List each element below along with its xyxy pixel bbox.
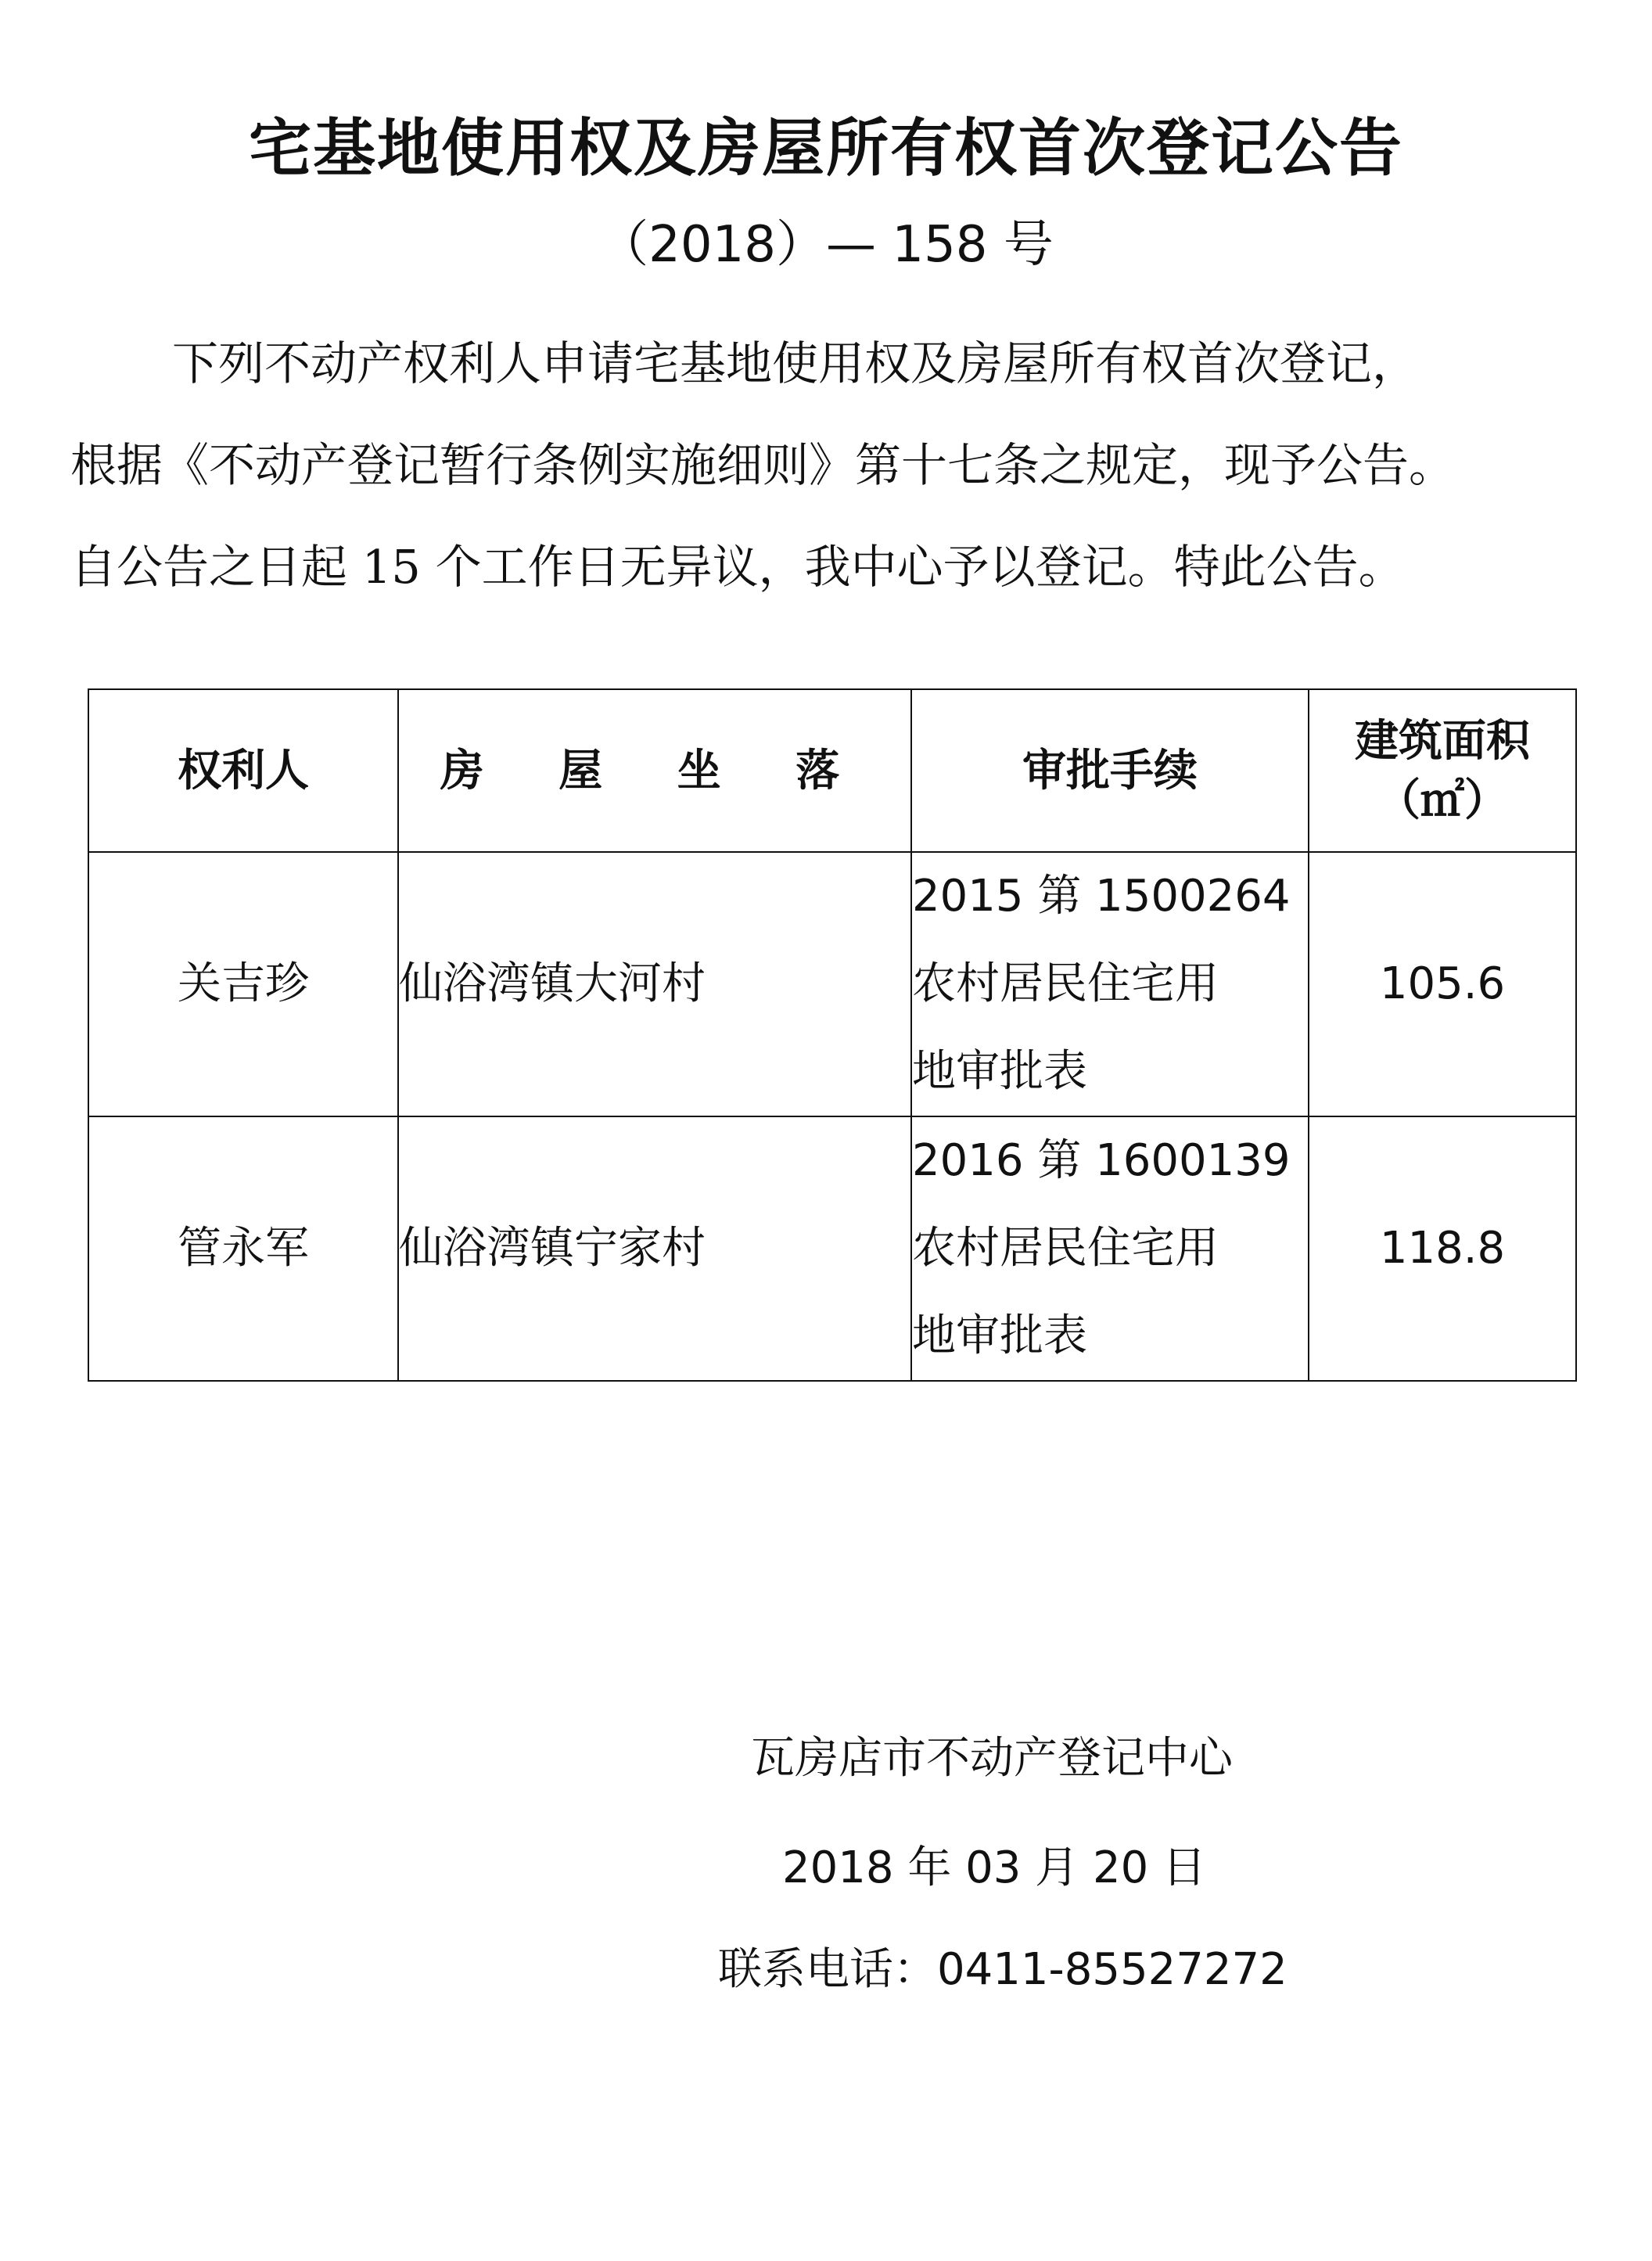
table-row [88,852,1576,1116]
header-approval: 审批手续 [911,689,1309,852]
approval-line: 农村居民住宅用 [912,1223,1219,1274]
registration-table [88,688,1577,1382]
notice-paragraph-line-3: 自公告之日起 15 个工作日无异议，我中心予以登记。特此公告。 [70,540,1405,594]
contact-phone: 联系电话：0411-85527272 [718,1944,1287,1995]
approval-line: 地审批表 [912,1046,1087,1097]
notice-paragraph-line-2: 根据《不动产登记暂行条例实施细则》第十七条之规定，现予公告。 [70,438,1456,492]
notice-number: （2018）— 158 号 [598,216,1054,274]
approval-line: 农村居民住宅用 [912,958,1219,1009]
approval-line: 2016 第 1600139 [912,1135,1291,1186]
table-row [88,1116,1576,1381]
header-location-label: 房 屋 坐 落 [440,745,870,796]
notice-title: 宅基地使用权及房屋所有权首次登记公告 [249,112,1403,185]
cell-location: 仙浴湾镇宁家村 [398,1116,911,1381]
header-location [398,689,911,852]
cell-area: 118.8 [1309,1116,1576,1381]
cell-approval [911,1116,1309,1381]
cell-owner: 管永军 [88,1116,398,1381]
signature-organization: 瓦房店市不动产登记中心 [751,1733,1233,1784]
header-area-unit: （㎡） [1377,775,1508,826]
cell-approval [911,852,1309,1116]
header-owner: 权利人 [88,689,398,852]
notice-paragraph-line-1: 下列不动产权利人申请宅基地使用权及房屋所有权首次登记， [172,336,1419,390]
header-area-label: 建筑面积 [1355,715,1530,767]
header-area [1309,689,1576,852]
approval-line: 地审批表 [912,1310,1087,1361]
table-header-row [88,689,1576,852]
approval-line: 2015 第 1500264 [912,871,1291,922]
cell-location: 仙浴湾镇大河村 [398,852,911,1116]
signature-date: 2018 年 03 月 20 日 [782,1842,1207,1893]
cell-area: 105.6 [1309,852,1576,1116]
cell-owner: 关吉珍 [88,852,398,1116]
